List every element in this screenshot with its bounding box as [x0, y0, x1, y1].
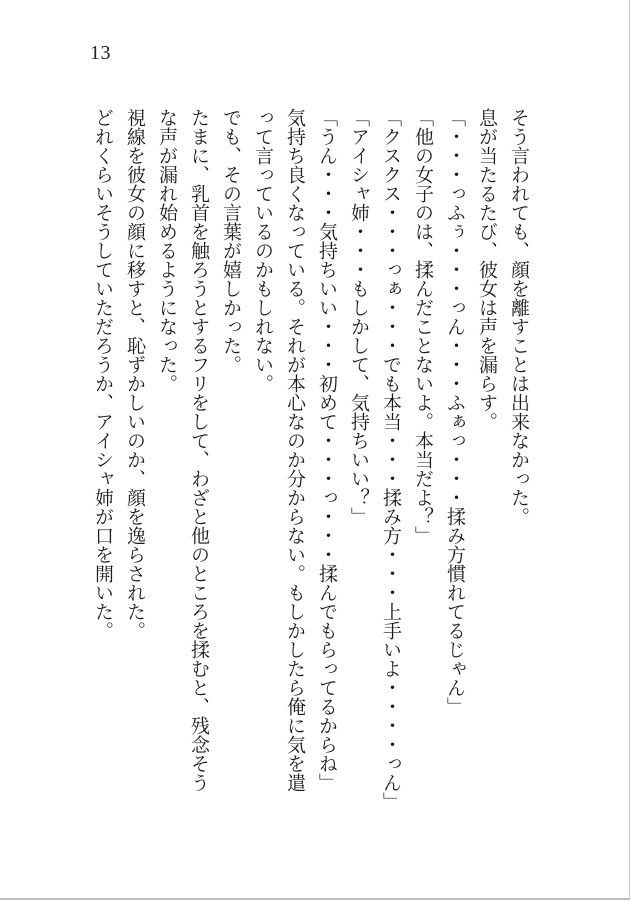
text-line: 「・・・っふぅ・・・っん・・・ふぁっ・・・揉み方慣れてるじゃん」 [444, 108, 466, 716]
page-number: 13 [90, 42, 111, 64]
body-text [87, 108, 535, 811]
text-line: 「他の女子のは、揉んだことないよ。本当だよ？」 [412, 108, 434, 545]
text-line: 「うん・・・気持ちいい・・・初めて・・・っ・・・揉んでもらってるからね」 [316, 108, 338, 792]
text-line: でも、その言葉が嬉しかった。 [220, 108, 242, 374]
text-line: 気持ち良くなっている。それが本心なのか分からない。もしかしたら俺に気を遣 [284, 108, 306, 792]
text-line: 「クスクス・・・っぁ・・・でも本当・・・揉み方・・・上手いよ・・・・っん」 [380, 108, 402, 811]
text-line: って言っているのかもしれない。 [252, 108, 274, 393]
text-line: な声が漏れ始めるようになった。 [156, 108, 178, 393]
text-line: 息が当たるたび、彼女は声を漏らす。 [476, 108, 498, 431]
text-line: そう言われても、顔を離すことは出来なかった。 [508, 108, 530, 526]
text-line: 「アイシャ姉・・・もしかして、気持ちいい？」 [348, 108, 370, 526]
text-line: 視線を彼女の顔に移すと、恥ずかしいのか、顔を逸らされた。 [124, 108, 146, 640]
text-line: どれくらいそうしていただろうか、アイシャ姉が口を開いた。 [92, 108, 114, 640]
text-line: たまに、乳首を触ろうとするフリをして、わざと他のところを揉むと、残念そう [188, 108, 210, 792]
